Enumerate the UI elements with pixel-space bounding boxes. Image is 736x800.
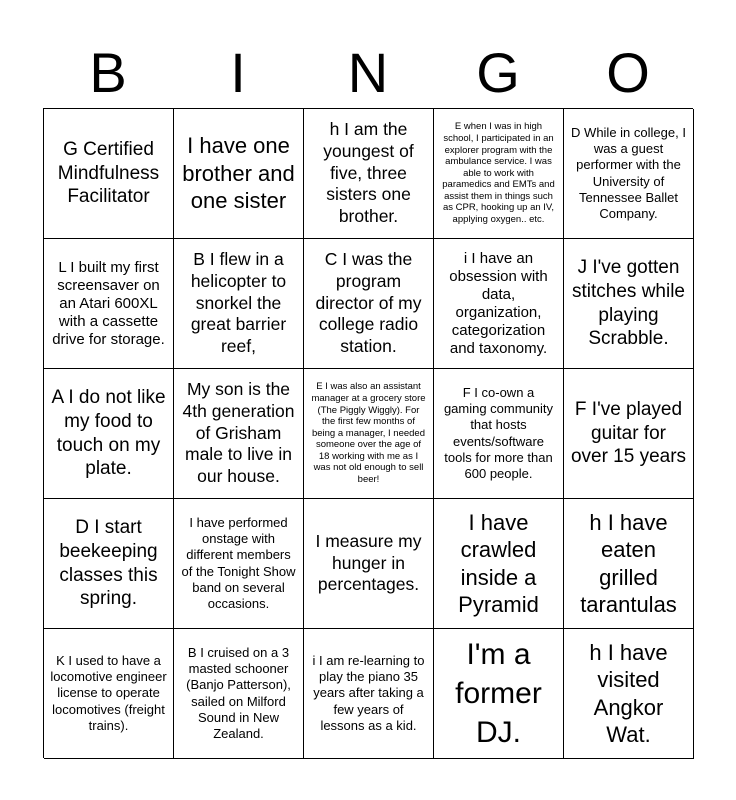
bingo-cell[interactable] [434,239,564,369]
bingo-cell[interactable] [304,369,434,499]
bingo-cell[interactable] [564,369,694,499]
cell-text: D While in college, I was a guest performer with the University of Tennessee Ballet Company. [571,124,686,221]
cell-text: I'm a former DJ. [455,638,542,749]
bingo-cell[interactable] [174,109,304,239]
cell-text: I measure my hunger in percentages. [315,530,422,595]
bingo-cell[interactable] [174,499,304,629]
bingo-cell[interactable] [564,109,694,239]
cell-text: E I was also an assistant manager at a grocery store (The Piggly Wiggly). For the first few months of being a manager, I needed someone over the age of 18 working with me as I was not old enough to sell beer! [311,381,426,486]
header-letter-b: B [89,41,127,104]
bingo-cell[interactable] [44,499,174,629]
bingo-cell[interactable] [434,629,564,759]
cell-text: I have crawled inside a Pyramid [458,509,539,617]
bingo-cell[interactable] [434,369,564,499]
bingo-cell[interactable] [564,499,694,629]
cell-text: I have performed onstage with different members of the Tonight Show band on several occasions. [181,514,296,611]
header-letter-i: I [230,41,246,104]
cell-text: J I've gotten stitches while playing Scrabble. [572,257,685,350]
bingo-card-grid [43,108,693,758]
cell-text: E when I was in high school, I participated in an explorer program with the ambulance service. I was able to work with paramedics and EMTs and assist them in things such as CPR, hooking up an IV, applying oxygen.. etc. [442,121,555,226]
bingo-cell[interactable] [564,239,694,369]
bingo-cell[interactable] [44,239,174,369]
cell-text: F I've played guitar for over 15 years [570,398,687,468]
bingo-cell[interactable] [304,109,434,239]
cell-text: F I co-own a gaming community that hosts events/software tools for more than 600 people. [443,384,554,481]
bingo-cell[interactable] [434,499,564,629]
bingo-cell[interactable] [304,239,434,369]
cell-text: B I flew in a helicopter to snorkel the great barrier reef, [190,248,287,357]
cell-text: h I have visited Angkor Wat. [589,639,668,747]
cell-text: My son is the 4th generation of Grisham male to live in our house. [182,378,295,487]
cell-text: C I was the program director of my college radio station. [315,248,422,357]
bingo-cell[interactable] [304,499,434,629]
header-letter-n: N [347,41,389,104]
cell-text: B I cruised on a 3 masted schooner (Banjo Patterson), sailed on Milford Sound in New Zealand. [186,644,291,741]
cell-text: h I am the youngest of five, three sisters one brother. [323,118,414,227]
header-letter-o: O [606,41,650,104]
cell-text: K I used to have a locomotive engineer license to operate locomotives (freight trains). [50,652,167,733]
bingo-cell[interactable] [44,629,174,759]
cell-text: i I have an obsession with data, organization, categorization and taxonomy. [449,249,548,357]
bingo-header [43,38,693,108]
bingo-cell[interactable] [304,629,434,759]
cell-text: i I am re-learning to play the piano 35 years after taking a few years of lessons as a kid. [312,652,425,733]
cell-text: h I have eaten grilled tarantulas [580,509,677,617]
bingo-cell[interactable] [564,629,694,759]
cell-text: G Certified Mindfulness Facilitator [57,138,160,208]
bingo-cell[interactable] [174,239,304,369]
header-letter-g: G [476,41,520,104]
bingo-cell[interactable] [174,369,304,499]
bingo-cell[interactable] [44,369,174,499]
cell-text: A I do not like my food to touch on my plate. [51,387,166,480]
bingo-cell[interactable] [434,109,564,239]
cell-text: I have one brother and one sister [182,133,295,214]
bingo-cell[interactable] [44,109,174,239]
cell-text: D I start beekeeping classes this spring. [59,517,158,610]
bingo-cell[interactable] [174,629,304,759]
cell-text: L I built my first screensaver on an Atari 600XL with a cassette drive for storage. [52,258,165,348]
